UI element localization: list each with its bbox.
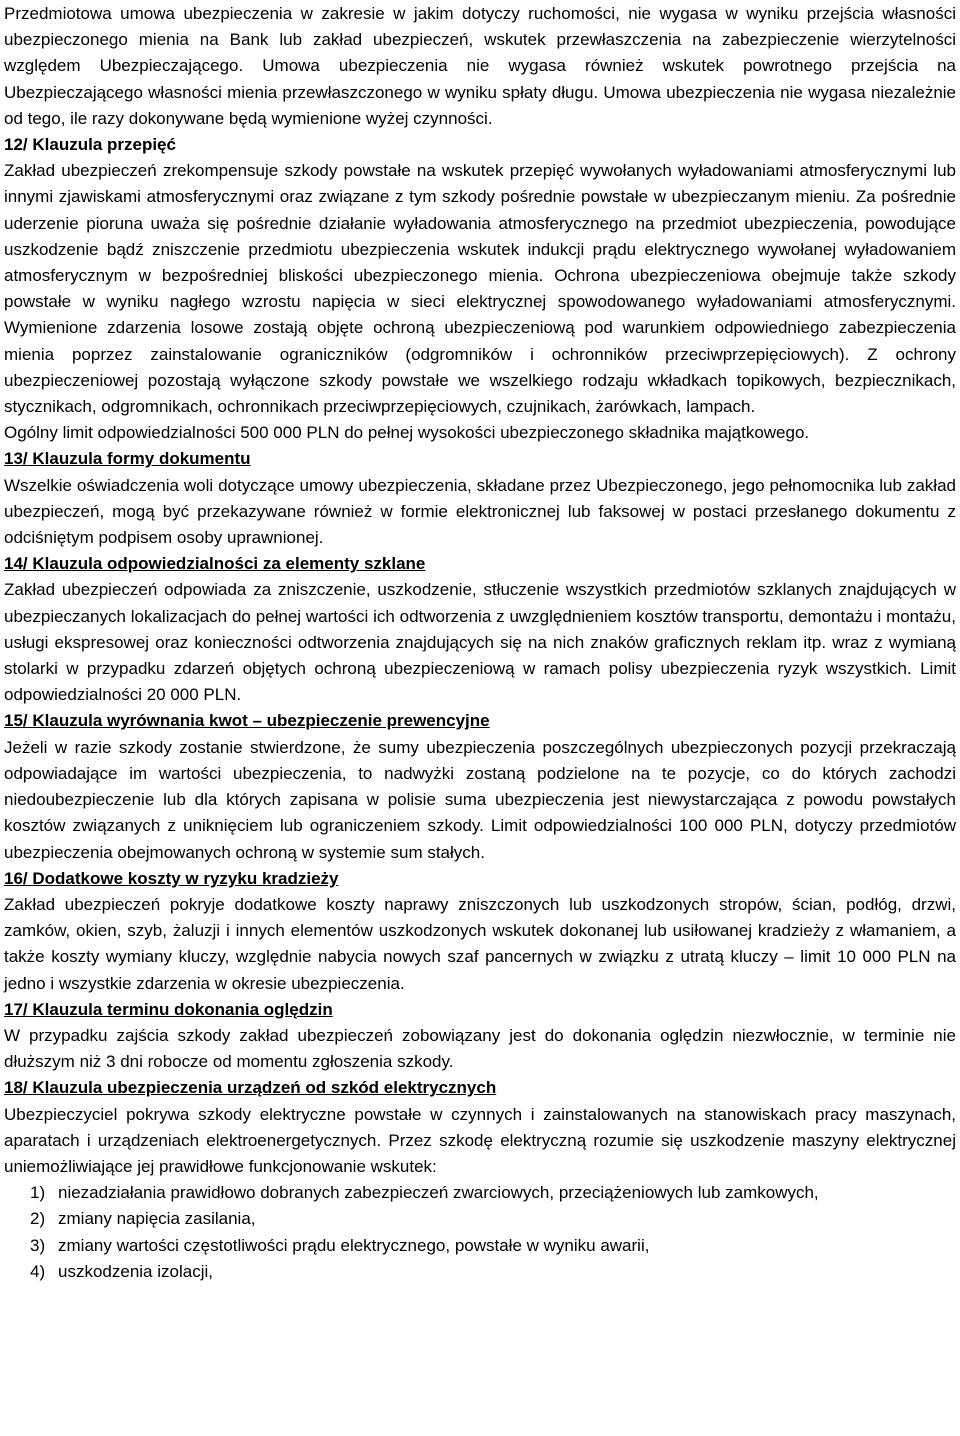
section-number: 17/ <box>4 999 28 1019</box>
list-item <box>4 1259 956 1285</box>
list-item <box>4 1233 956 1259</box>
section-15-heading <box>4 708 956 734</box>
section-number: 14/ <box>4 554 28 574</box>
section-title: Klauzula formy dokumentu <box>32 449 251 469</box>
list-item-number: 2) <box>30 1209 46 1229</box>
section-title: Klauzula odpowiedzialności za elementy szklane <box>32 554 426 574</box>
section-13-heading <box>4 446 956 472</box>
section-18-body: Ubezpieczyciel pokrywa szkody elektryczne powstałe w czynnych i zainstalowanych na stanowiskach pracy maszynach, aparatach i urządzeniach elektroenergetycznych. Przez szkodę elektryczną rozumie się uszkodzenie maszyny elektrycznej uniemożliwiające jej prawidłowe funkcjonowanie wskutek: <box>4 1104 956 1176</box>
section-17-heading <box>4 997 956 1023</box>
section-number: 13/ <box>4 449 28 469</box>
list-item-text: zmiany wartości częstotliwości prądu elektrycznego, powstałe w wyniku awarii, <box>58 1235 650 1255</box>
section-title: Klauzula terminu dokonania oględzin <box>32 999 333 1019</box>
list-item-text: niezadziałania prawidłowo dobranych zabezpieczeń zwarciowych, przeciążeniowych lub zamkowych, <box>58 1183 819 1203</box>
section-number: 16/ <box>4 868 28 888</box>
section-title: Klauzula przepięć <box>32 135 176 155</box>
section-16-heading <box>4 866 956 892</box>
section-14-heading <box>4 551 956 577</box>
list-item <box>4 1180 956 1206</box>
list-item-number: 4) <box>30 1261 46 1281</box>
section-17-body: W przypadku zajścia szkody zakład ubezpieczeń zobowiązany jest do dokonania oględzin niezwłocznie, w terminie nie dłuższym niż 3 dni robocze od momentu zgłoszenia szkody. <box>4 1025 956 1072</box>
section-number: 12/ <box>4 135 28 155</box>
section-15-body: Jeżeli w razie szkody zostanie stwierdzone, że sumy ubezpieczenia poszczególnych ubezpieczonych pozycji przekraczają odpowiadające im wartości ubezpieczenia, to nadwyżki zostaną podzielone na te pozycje, co do których zachodzi niedoubezpieczenie lub dla których zapisana w polisie suma ubezpieczenia jest niewystarczająca z powodu powstałych kosztów związanych z uniknięciem lub ograniczeniem szkody. Limit odpowiedzialności 100 000 PLN, dotyczy przedmiotów ubezpieczenia obejmowanych ochroną w systemie sum stałych. <box>4 737 956 862</box>
section-number: 18/ <box>4 1078 28 1098</box>
section-number: 15/ <box>4 711 28 731</box>
section-16-body: Zakład ubezpieczeń pokryje dodatkowe koszty naprawy zniszczonych lub uszkodzonych stropów, ścian, podłóg, drzwi, zamków, okien, szyb, żaluzji i innych elementów uszkodzonych wskutek dokonanej lub usiłowanej kradzieży z włamaniem, a także koszty wymiany kluczy, względnie nabycia nowych szaf pancernych w związku z utratą kluczy – limit 10 000 PLN na jedno i wszystkie zdarzenia w okresie ubezpieczenia. <box>4 894 956 993</box>
list-item-number: 3) <box>30 1235 46 1255</box>
section-14-body: Zakład ubezpieczeń odpowiada za zniszczenie, uszkodzenie, stłuczenie wszystkich przedmiotów szklanych znajdujących w ubezpieczanych lokalizacjach do pełnej wartości ich odtworzenia z uwzględnieniem kosztów transportu, demontażu i montażu, usługi ekspresowej oraz konieczności odtworzenia znajdujących się na nich znaków graficznych reklam itp. wraz z wymianą stolarki w przypadku zdarzeń objętych ochroną ubezpieczeniową w ramach polisy ubezpieczenia ryzyk wszystkich. Limit odpowiedzialności 20 000 PLN. <box>4 580 956 705</box>
section-12-body: Zakład ubezpieczeń zrekompensuje szkody powstałe na wskutek przepięć wywołanych wyładowaniami atmosferycznymi lub innymi zjawiskami atmosferycznymi oraz związane z tym szkody pośrednie powstałe w ubezpieczanym mieniu. Za pośrednie uderzenie pioruna uważa się pośrednie działanie wyładowania atmosferycznego na przedmiot ubezpieczenia, powodujące uszkodzenie bądź zniszczenie przedmiotu ubezpieczenia wskutek indukcji prądu elektrycznego wywołanej wyładowaniem atmosferycznym w bezpośredniej bliskości ubezpieczonego mienia. Ochrona ubezpieczeniowa obejmuje także szkody powstałe w wyniku nagłego wzrostu napięcia w sieci elektrycznej spowodowanego wyładowaniami atmosferycznymi. Wymienione zdarzenia losowe zostają objęte ochroną ubezpieczeniową pod warunkiem odpowiedniego zabezpieczenia mienia poprzez zainstalowanie ograniczników (odgromników i ochronników przeciwprzepięciowych). Z ochrony ubezpieczeniowej pozostają wyłączone szkody powstałe we wszelkiego rodzaju wkładkach topikowych, bezpiecznikach, stycznikach, odgromnikach, ochronnikach przeciwprzepięciowych, czujnikach, żarówkach, lampach. <box>4 161 956 417</box>
list-item <box>4 1206 956 1232</box>
section-title: Klauzula wyrównania kwot – ubezpieczenie prewencyjne <box>32 711 490 731</box>
section-18-list <box>4 1180 956 1285</box>
intro-paragraph: Przedmiotowa umowa ubezpieczenia w zakresie w jakim dotyczy ruchomości, nie wygasa w wyniku przejścia własności ubezpieczonego mienia na Bank lub zakład ubezpieczeń, wskutek przewłaszczenia na zabezpieczenie wierzytelności względem Ubezpieczającego. Umowa ubezpieczenia nie wygasa również wskutek powrotnego przejścia na Ubezpieczającego własności mienia przewłaszczonego w wyniku spłaty długu. Umowa ubezpieczenia nie wygasa niezależnie od tego, ile razy dokonywane będą wymienione wyżej czynności. <box>4 4 956 128</box>
section-title: Dodatkowe koszty w ryzyku kradzieży <box>32 868 339 888</box>
section-12-heading <box>4 132 956 158</box>
list-item-text: uszkodzenia izolacji, <box>58 1261 213 1281</box>
section-12-limit: Ogólny limit odpowiedzialności 500 000 PLN do pełnej wysokości ubezpieczonego składnika majątkowego. <box>4 423 810 443</box>
list-item-number: 1) <box>30 1183 46 1203</box>
section-title: Klauzula ubezpieczenia urządzeń od szkód elektrycznych <box>32 1078 497 1098</box>
section-13-body: Wszelkie oświadczenia woli dotyczące umowy ubezpieczenia, składane przez Ubezpieczonego, jego pełnomocnika lub zakład ubezpieczeń, mogą być przekazywane również w formie elektronicznej lub faksowej w postaci przesłanego dokumentu z odciśniętym podpisem osoby uprawnionej. <box>4 475 956 548</box>
list-item-text: zmiany napięcia zasilania, <box>58 1209 256 1229</box>
section-18-heading <box>4 1075 956 1101</box>
